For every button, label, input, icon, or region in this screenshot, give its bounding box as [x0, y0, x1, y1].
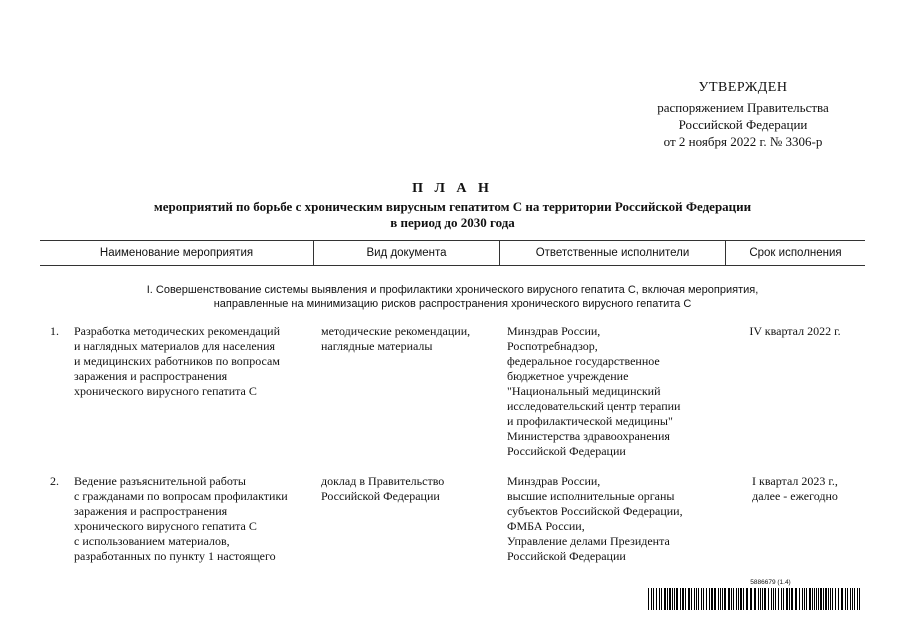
column-header-name: Наименование мероприятия	[40, 241, 314, 265]
row-document-type: доклад в Правительство Российской Федерации	[321, 474, 445, 503]
approval-line-1: распоряжением Правительства	[657, 100, 829, 115]
column-header-term: Срок исполнения	[749, 247, 842, 259]
column-header-responsible: Ответственные исполнители	[500, 241, 726, 265]
approval-block	[633, 79, 853, 150]
section-heading-line-2: направленные на минимизацию рисков распространения хронического вирусного гепатита С	[213, 298, 692, 310]
row-activity-name: Ведение разъяснительной работы с гражданами по вопросам профилактики заражения и распространения хронического вирусного гепатита С с использованием материалов, разработанных по пункту 1 настоящего	[74, 474, 288, 563]
plan-subtitle-1: мероприятий по борьбе с хроническим вирусным гепатитом С на территории Российской Федерации	[153, 199, 752, 214]
row-number: 2.	[50, 474, 59, 488]
approval-line-3: от 2 ноября 2022 г. № 3306-р	[663, 134, 823, 149]
row-term: I квартал 2023 г., далее - ежегодно	[752, 474, 838, 503]
approval-line-2: Российской Федерации	[678, 117, 808, 132]
row-responsible: Минздрав России, Роспотребнадзор, федеральное государственное бюджетное учреждение "Национальный медицинский исследовательский центр терапии и профилактической медицины" Министерства здравоохранения Российской Федерации	[507, 324, 681, 458]
column-header-doc: Вид документа	[314, 241, 500, 265]
table-header	[40, 240, 865, 266]
row-term: IV квартал 2022 г.	[749, 324, 841, 338]
plan-subtitle-2: в период до 2030 года	[390, 215, 515, 230]
row-document-type: методические рекомендации, наглядные материалы	[321, 324, 471, 353]
barcode-block	[648, 579, 863, 610]
row-activity-name: Разработка методических рекомендаций и наглядных материалов для населения и медицинских работников по вопросам заражения и распространения хронического вирусного гепатита С	[74, 324, 281, 398]
row-responsible: Минздрав России, высшие исполнительные органы субъектов Российской Федерации, ФМБА России, Управление делами Президента Российской Федерации	[507, 474, 683, 563]
barcode-code: 5886679 (1.4)	[750, 579, 791, 586]
approval-stamp: УТВЕРЖДЕН	[698, 80, 788, 95]
section-heading	[60, 283, 845, 311]
barcode-image	[648, 588, 863, 610]
row-number: 1.	[50, 324, 59, 338]
document-title	[40, 181, 865, 231]
section-heading-line-1: I. Совершенствование системы выявления и профилактики хронического вирусного гепатита С, включая мероприятия,	[146, 284, 759, 296]
plan-heading: П Л А Н	[412, 181, 493, 196]
